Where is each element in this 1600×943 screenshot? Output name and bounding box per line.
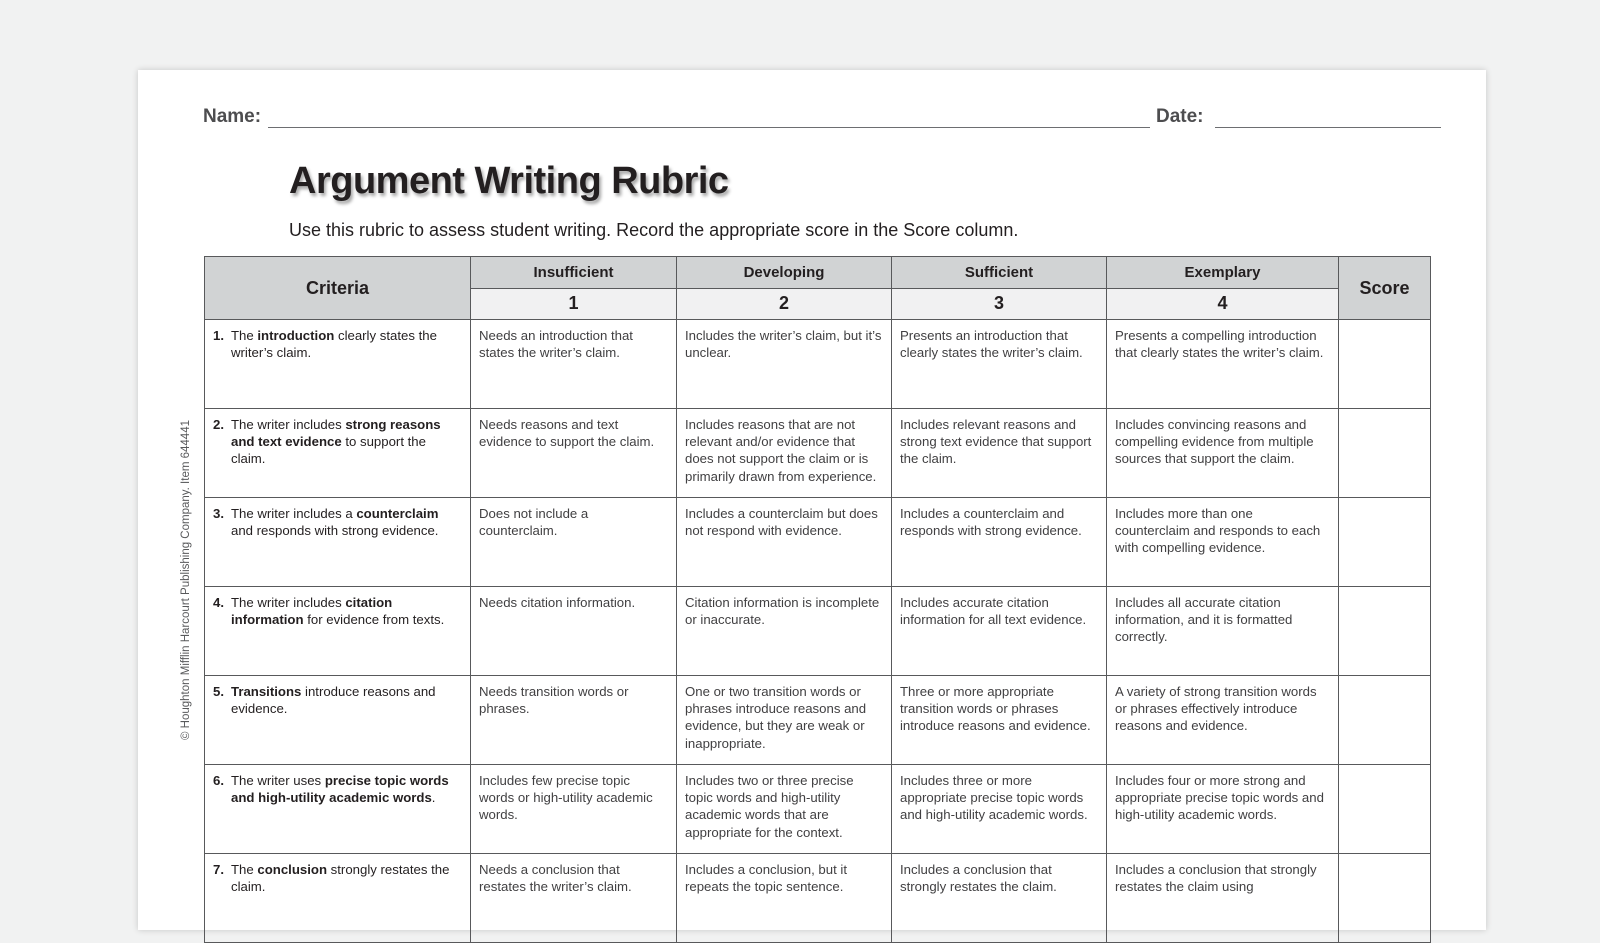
- descriptor-insufficient: Needs transition words or phrases.: [471, 676, 677, 765]
- name-date-row: [203, 106, 1439, 140]
- table-row: [205, 498, 1431, 587]
- descriptor-exemplary: Includes all accurate citation information, and it is formatted correctly.: [1107, 587, 1339, 676]
- name-field-line: [268, 127, 1150, 128]
- descriptor-exemplary: Includes more than one counterclaim and responds to each with compelling evidence.: [1107, 498, 1339, 587]
- level-score-2: 2: [677, 288, 892, 320]
- table-row: [205, 587, 1431, 676]
- criterion-number: 6.: [213, 773, 224, 788]
- level-name-exemplary: Exemplary: [1107, 257, 1339, 289]
- score-cell[interactable]: [1339, 854, 1431, 943]
- criterion-number: 1.: [213, 328, 224, 343]
- descriptor-insufficient: Needs an introduction that states the writer’s claim.: [471, 320, 677, 409]
- level-name-insufficient: Insufficient: [471, 257, 677, 289]
- score-cell[interactable]: [1339, 409, 1431, 498]
- level-score-1: 1: [471, 288, 677, 320]
- descriptor-developing: Citation information is incomplete or inaccurate.: [677, 587, 892, 676]
- descriptor-exemplary: Includes convincing reasons and compelling evidence from multiple sources that support the claim.: [1107, 409, 1339, 498]
- criterion-number: 3.: [213, 506, 224, 521]
- level-score-3: 3: [892, 288, 1107, 320]
- descriptor-exemplary: Includes a conclusion that strongly restates the claim using: [1107, 854, 1339, 943]
- descriptor-exemplary: Includes four or more strong and appropriate precise topic words and high-utility academic words.: [1107, 765, 1339, 854]
- descriptor-exemplary: A variety of strong transition words or phrases effectively introduce reasons and evidence.: [1107, 676, 1339, 765]
- rubric-table: [204, 256, 1431, 943]
- descriptor-insufficient: Needs reasons and text evidence to support the claim.: [471, 409, 677, 498]
- descriptor-insufficient: Does not include a counterclaim.: [471, 498, 677, 587]
- descriptor-sufficient: Includes a counterclaim and responds with strong evidence.: [892, 498, 1107, 587]
- descriptor-developing: Includes a conclusion, but it repeats the topic sentence.: [677, 854, 892, 943]
- descriptor-insufficient: Needs a conclusion that restates the writer’s claim.: [471, 854, 677, 943]
- rubric-worksheet: [138, 70, 1486, 930]
- score-cell[interactable]: [1339, 676, 1431, 765]
- criterion-cell: [205, 320, 471, 409]
- table-row: [205, 320, 1431, 409]
- criterion-cell: [205, 498, 471, 587]
- date-label: Date:: [1156, 106, 1204, 127]
- criterion-number: 5.: [213, 684, 224, 699]
- descriptor-sufficient: Includes accurate citation information for all text evidence.: [892, 587, 1107, 676]
- criterion-cell: [205, 587, 471, 676]
- criterion-text: The introduction clearly states the writer’s claim.: [231, 328, 437, 361]
- criterion-text: Transitions introduce reasons and evidence.: [231, 684, 436, 717]
- score-cell[interactable]: [1339, 498, 1431, 587]
- criterion-cell: [205, 409, 471, 498]
- descriptor-exemplary: Presents a compelling introduction that clearly states the writer’s claim.: [1107, 320, 1339, 409]
- level-score-4: 4: [1107, 288, 1339, 320]
- table-row: [205, 676, 1431, 765]
- criterion-number: 4.: [213, 595, 224, 610]
- level-name-sufficient: Sufficient: [892, 257, 1107, 289]
- criteria-header: Criteria: [205, 257, 471, 320]
- table-row: [205, 765, 1431, 854]
- criterion-cell: [205, 854, 471, 943]
- score-cell[interactable]: [1339, 587, 1431, 676]
- descriptor-sufficient: Presents an introduction that clearly states the writer’s claim.: [892, 320, 1107, 409]
- date-field-line: [1215, 127, 1441, 128]
- level-name-developing: Developing: [677, 257, 892, 289]
- criterion-number: 2.: [213, 417, 224, 432]
- table-row: [205, 409, 1431, 498]
- criterion-text: The writer includes a counterclaim and responds with strong evidence.: [231, 506, 439, 539]
- descriptor-sufficient: Includes relevant reasons and strong text evidence that support the claim.: [892, 409, 1107, 498]
- descriptor-developing: Includes reasons that are not relevant and/or evidence that does not support the claim or is primarily drawn from experience.: [677, 409, 892, 498]
- descriptor-developing: Includes two or three precise topic words and high-utility academic words that are appropriate for the context.: [677, 765, 892, 854]
- criterion-text: The writer uses precise topic words and high-utility academic words.: [231, 773, 449, 806]
- criterion-cell: [205, 765, 471, 854]
- criterion-cell: [205, 676, 471, 765]
- descriptor-sufficient: Three or more appropriate transition words or phrases introduce reasons and evidence.: [892, 676, 1107, 765]
- criterion-text: The conclusion strongly restates the claim.: [231, 862, 450, 895]
- score-cell[interactable]: [1339, 765, 1431, 854]
- criterion-text: The writer includes strong reasons and text evidence to support the claim.: [231, 417, 441, 467]
- table-row: [205, 854, 1431, 943]
- descriptor-sufficient: Includes three or more appropriate precise topic words and high-utility academic words.: [892, 765, 1107, 854]
- instructions-text: Use this rubric to assess student writing. Record the appropriate score in the Score column.: [289, 220, 1019, 240]
- descriptor-developing: Includes a counterclaim but does not respond with evidence.: [677, 498, 892, 587]
- descriptor-developing: One or two transition words or phrases introduce reasons and evidence, but they are weak or inappropriate.: [677, 676, 892, 765]
- score-header: Score: [1339, 257, 1431, 320]
- page-title: Argument Writing Rubric: [289, 160, 729, 202]
- descriptor-insufficient: Needs citation information.: [471, 587, 677, 676]
- descriptor-sufficient: Includes a conclusion that strongly restates the claim.: [892, 854, 1107, 943]
- criterion-text: The writer includes citation information for evidence from texts.: [231, 595, 445, 628]
- descriptor-insufficient: Includes few precise topic words or high-utility academic words.: [471, 765, 677, 854]
- score-cell[interactable]: [1339, 320, 1431, 409]
- descriptor-developing: Includes the writer’s claim, but it’s unclear.: [677, 320, 892, 409]
- copyright-notice: © Houghton Mifflin Harcourt Publishing Company. Item 644441: [180, 420, 192, 740]
- name-label: Name:: [203, 106, 262, 127]
- criterion-number: 7.: [213, 862, 224, 877]
